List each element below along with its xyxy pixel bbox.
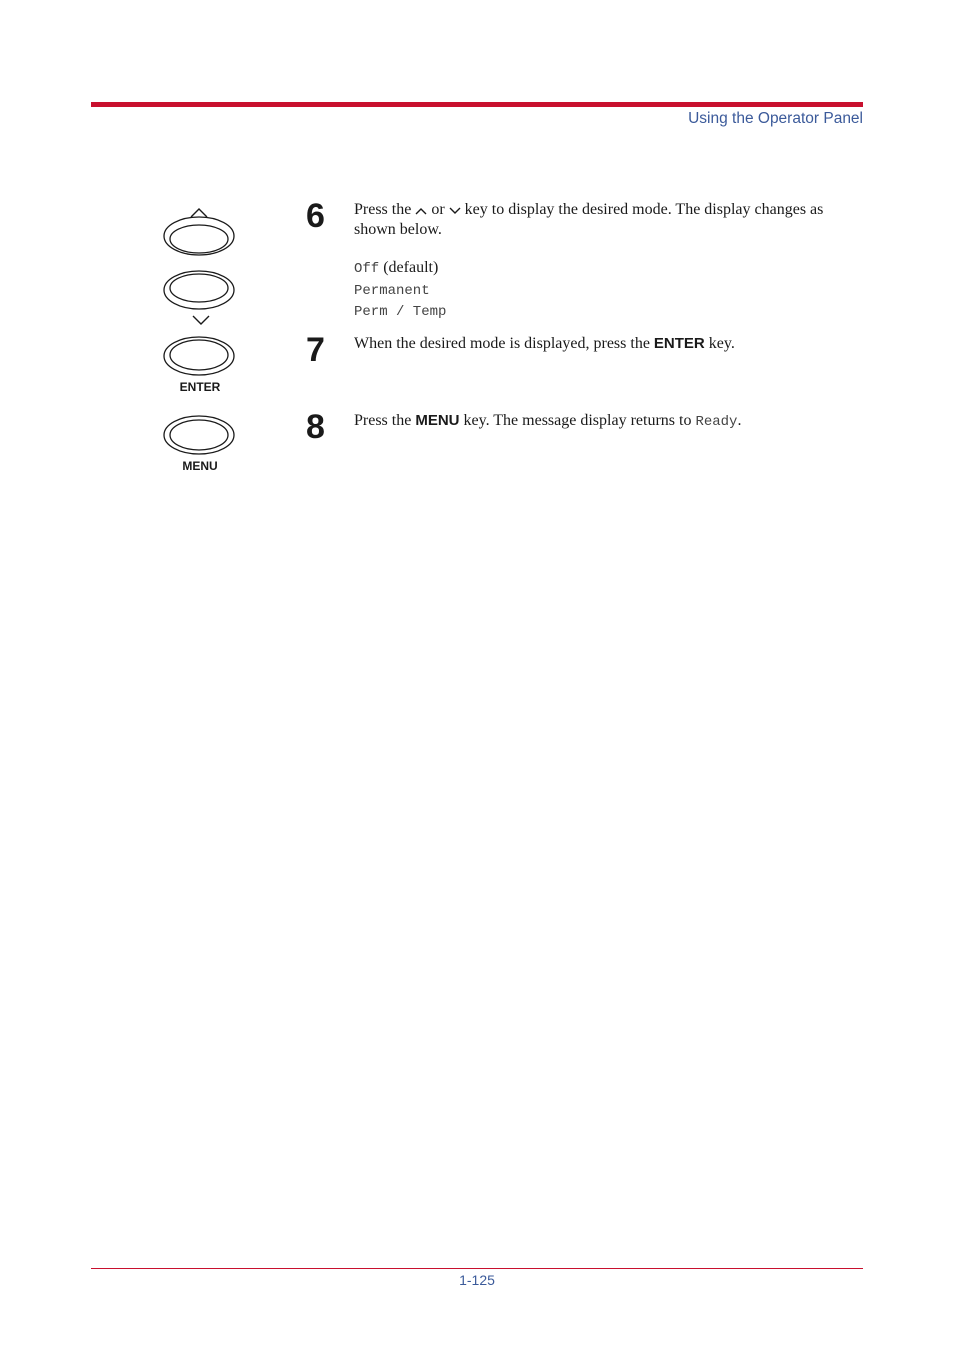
step-number-7: 7 [306, 331, 325, 369]
enter-key-label: ENTER [179, 380, 221, 394]
down-arrow-icon [192, 313, 210, 331]
step-6-text-after: key to display the desired mode. The display changes as shown below. [354, 201, 824, 238]
step-7-text-after: key. [708, 335, 735, 352]
step-8-display-value: Ready [695, 414, 738, 430]
mode-value: Off [354, 261, 380, 277]
mode-item [354, 301, 446, 323]
down-key[interactable] [163, 270, 235, 310]
mode-note: (default) [383, 259, 439, 276]
up-arrow-icon [415, 201, 427, 220]
page-number: 1-125 [459, 1272, 495, 1288]
step-7-text [354, 334, 844, 353]
step-number-8: 8 [306, 408, 325, 446]
step-6-text-or: or [431, 201, 445, 218]
enter-key[interactable] [163, 336, 235, 376]
mode-list [354, 258, 446, 323]
step-8-key: MENU [415, 412, 460, 429]
step-number-6: 6 [306, 197, 325, 235]
mode-value: Perm / Temp [354, 304, 447, 320]
step-6-text-before: Press the [354, 201, 412, 218]
step-7-text-before: When the desired mode is displayed, press the [354, 335, 650, 352]
down-arrow-icon [449, 201, 461, 220]
step-8-text-before: Press the [354, 412, 412, 429]
step-6-text [354, 200, 844, 239]
page-header-title: Using the Operator Panel [688, 110, 863, 127]
mode-value: Permanent [354, 282, 430, 299]
step-8-text [354, 411, 844, 432]
menu-key-label: MENU [182, 459, 218, 473]
header-rule [91, 102, 863, 107]
step-7-key: ENTER [653, 335, 705, 352]
step-8-text-end: . [737, 412, 742, 429]
menu-key[interactable] [163, 415, 235, 455]
footer-rule [91, 1268, 863, 1269]
mode-item [354, 258, 446, 280]
step-8-text-middle: key. The message display returns to [463, 412, 692, 429]
mode-item [354, 280, 446, 302]
up-key[interactable] [163, 216, 235, 256]
